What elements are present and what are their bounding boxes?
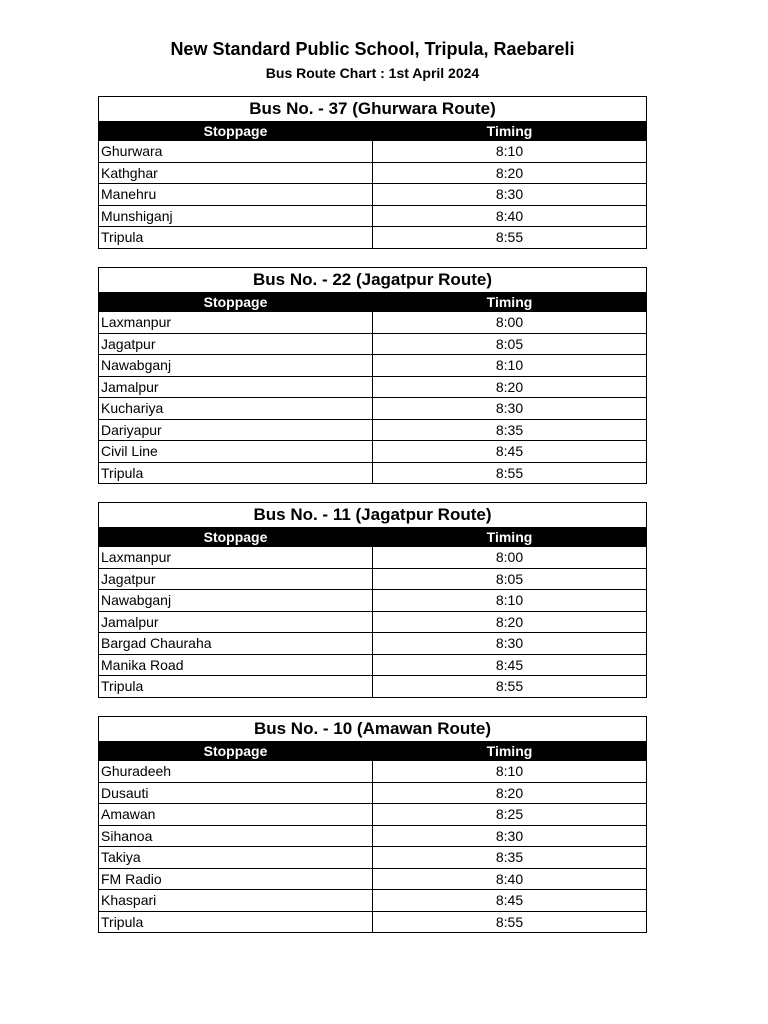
table-row	[99, 205, 647, 227]
stop-name: Manehru	[99, 184, 373, 206]
stop-name: Tripula	[99, 462, 373, 484]
timing-header: Timing	[373, 742, 647, 761]
table-row	[99, 825, 647, 847]
table-row	[99, 676, 647, 698]
stop-time: 8:10	[373, 141, 647, 163]
table-row	[99, 547, 647, 569]
stop-name: Tripula	[99, 676, 373, 698]
stop-name: Dariyapur	[99, 419, 373, 441]
stop-name: FM Radio	[99, 868, 373, 890]
stop-time: 8:55	[373, 227, 647, 249]
stop-time: 8:25	[373, 804, 647, 826]
stop-time: 8:35	[373, 419, 647, 441]
table-row	[99, 355, 647, 377]
stop-name: Amawan	[99, 804, 373, 826]
stop-name: Dusauti	[99, 782, 373, 804]
table-row	[99, 398, 647, 420]
table-row	[99, 462, 647, 484]
table-row	[99, 761, 647, 783]
stop-name: Bargad Chauraha	[99, 633, 373, 655]
timing-header: Timing	[373, 528, 647, 547]
table-row	[99, 227, 647, 249]
table-row	[99, 590, 647, 612]
stop-name: Civil Line	[99, 441, 373, 463]
table-row	[99, 911, 647, 933]
stop-name: Tripula	[99, 911, 373, 933]
stoppage-header: Stoppage	[99, 742, 373, 761]
table-row	[99, 804, 647, 826]
stop-name: Ghurwara	[99, 141, 373, 163]
table-row	[99, 868, 647, 890]
document-header	[0, 36, 745, 83]
stoppage-header: Stoppage	[99, 528, 373, 547]
stop-time: 8:45	[373, 441, 647, 463]
stop-time: 8:55	[373, 911, 647, 933]
stop-name: Sihanoa	[99, 825, 373, 847]
stop-time: 8:30	[373, 184, 647, 206]
route-table	[98, 502, 647, 698]
stop-time: 8:30	[373, 633, 647, 655]
route-table	[98, 96, 647, 249]
stop-name: Jagatpur	[99, 568, 373, 590]
table-row	[99, 376, 647, 398]
stop-time: 8:20	[373, 376, 647, 398]
stop-time: 8:20	[373, 782, 647, 804]
stop-name: Manika Road	[99, 654, 373, 676]
stop-time: 8:10	[373, 355, 647, 377]
stop-time: 8:45	[373, 890, 647, 912]
table-row	[99, 441, 647, 463]
stop-time: 8:35	[373, 847, 647, 869]
stop-time: 8:05	[373, 333, 647, 355]
stop-name: Tripula	[99, 227, 373, 249]
school-name: New Standard Public School, Tripula, Raebareli	[170, 39, 575, 59]
stop-time: 8:40	[373, 205, 647, 227]
stop-name: Nawabganj	[99, 590, 373, 612]
stop-name: Nawabganj	[99, 355, 373, 377]
stop-time: 8:20	[373, 611, 647, 633]
timing-header: Timing	[373, 293, 647, 312]
table-row	[99, 184, 647, 206]
route-title: Bus No. - 11 (Jagatpur Route)	[99, 503, 647, 528]
stop-time: 8:00	[373, 312, 647, 334]
stop-name: Takiya	[99, 847, 373, 869]
stop-name: Kathghar	[99, 162, 373, 184]
table-row	[99, 633, 647, 655]
stoppage-header: Stoppage	[99, 122, 373, 141]
route-table	[98, 716, 647, 933]
stop-name: Laxmanpur	[99, 547, 373, 569]
stoppage-header: Stoppage	[99, 293, 373, 312]
stop-time: 8:00	[373, 547, 647, 569]
stop-time: 8:30	[373, 825, 647, 847]
table-row	[99, 782, 647, 804]
route-title: Bus No. - 10 (Amawan Route)	[99, 717, 647, 742]
table-row	[99, 654, 647, 676]
table-row	[99, 419, 647, 441]
stop-name: Kuchariya	[99, 398, 373, 420]
stop-time: 8:40	[373, 868, 647, 890]
stop-name: Munshiganj	[99, 205, 373, 227]
table-row	[99, 333, 647, 355]
stop-time: 8:45	[373, 654, 647, 676]
stop-name: Jamalpur	[99, 376, 373, 398]
route-table	[98, 267, 647, 484]
timing-header: Timing	[373, 122, 647, 141]
table-row	[99, 141, 647, 163]
stop-time: 8:20	[373, 162, 647, 184]
table-row	[99, 847, 647, 869]
stop-time: 8:55	[373, 676, 647, 698]
stop-time: 8:10	[373, 590, 647, 612]
table-row	[99, 611, 647, 633]
route-title: Bus No. - 37 (Ghurwara Route)	[99, 97, 647, 122]
chart-date: Bus Route Chart : 1st April 2024	[265, 65, 480, 81]
stop-time: 8:05	[373, 568, 647, 590]
table-row	[99, 890, 647, 912]
route-title: Bus No. - 22 (Jagatpur Route)	[99, 268, 647, 293]
stop-time: 8:30	[373, 398, 647, 420]
stop-time: 8:10	[373, 761, 647, 783]
stop-name: Jamalpur	[99, 611, 373, 633]
stop-time: 8:55	[373, 462, 647, 484]
table-row	[99, 312, 647, 334]
stop-name: Jagatpur	[99, 333, 373, 355]
stop-name: Laxmanpur	[99, 312, 373, 334]
table-row	[99, 568, 647, 590]
stop-name: Khaspari	[99, 890, 373, 912]
stop-name: Ghuradeeh	[99, 761, 373, 783]
table-row	[99, 162, 647, 184]
